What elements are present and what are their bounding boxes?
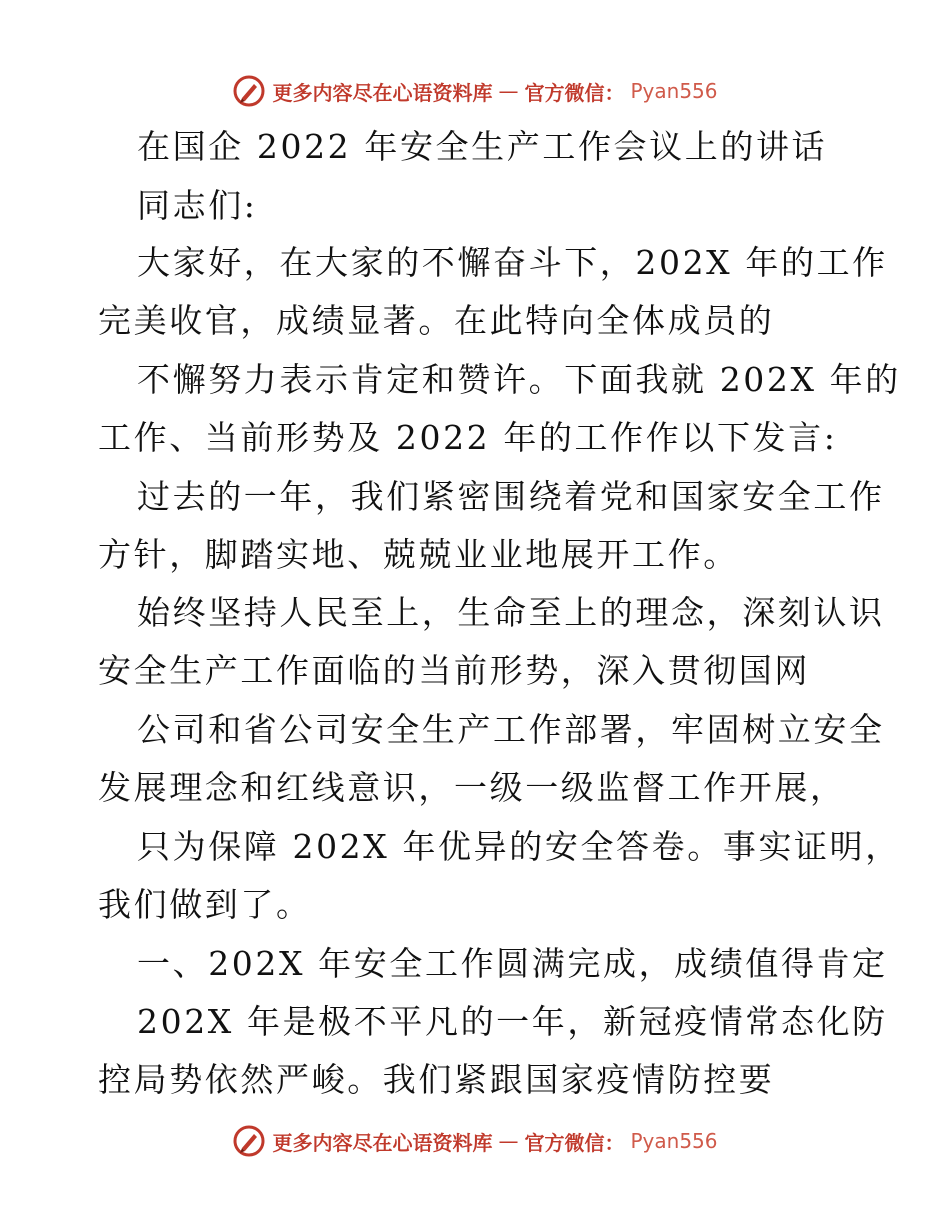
body-line: 我们做到了。 bbox=[98, 885, 312, 924]
banner-brand-text: 更多内容尽在心语资料库 bbox=[272, 80, 493, 105]
pen-logo-icon bbox=[232, 74, 266, 108]
body-line: 发展理念和红线意识，一级一级监督工作开展， bbox=[98, 768, 846, 807]
section-heading: 一、202X 年安全工作圆满完成，成绩值得肯定 bbox=[137, 944, 888, 983]
body-line: 方针，脚踏实地、兢兢业业地展开工作。 bbox=[98, 535, 739, 574]
document-title: 在国企 2022 年安全生产工作会议上的讲话 bbox=[137, 127, 828, 166]
salutation-line: 同志们: bbox=[137, 186, 258, 225]
pen-logo-icon bbox=[232, 1124, 266, 1158]
body-line: 过去的一年，我们紧密围绕着党和国家安全工作 bbox=[137, 477, 885, 516]
body-line: 公司和省公司安全生产工作部署，牢固树立安全 bbox=[137, 710, 885, 749]
body-line: 工作、当前形势及 2022 年的工作作以下发言: bbox=[98, 418, 838, 457]
body-line: 安全生产工作面临的当前形势，深入贯彻国网 bbox=[98, 651, 810, 690]
body-line: 不懈努力表示肯定和赞许。下面我就 202X 年的 bbox=[137, 360, 901, 399]
body-line: 完美收官，成绩显著。在此特向全体成员的 bbox=[98, 301, 775, 340]
body-line: 大家好，在大家的不懈奋斗下，202X 年的工作 bbox=[137, 243, 888, 282]
body-line: 202X 年是极不平凡的一年，新冠疫情常态化防 bbox=[137, 1002, 888, 1041]
banner-wechat-label: 官方微信： bbox=[524, 80, 625, 105]
banner-separator: — bbox=[498, 79, 519, 103]
body-line: 控局势依然严峻。我们紧跟国家疫情防控要 bbox=[98, 1060, 775, 1099]
banner-wechat-label: 官方微信： bbox=[524, 1130, 625, 1155]
body-line: 只为保障 202X 年优异的安全答卷。事实证明， bbox=[137, 827, 901, 866]
header-watermark-banner bbox=[0, 74, 950, 108]
body-line: 始终坚持人民至上，生命至上的理念，深刻认识 bbox=[137, 593, 885, 632]
banner-separator: — bbox=[498, 1129, 519, 1153]
banner-brand-text: 更多内容尽在心语资料库 bbox=[272, 1130, 493, 1155]
banner-wechat-id: Pyan556 bbox=[630, 79, 718, 103]
footer-watermark-banner bbox=[0, 1124, 950, 1158]
banner-wechat-id: Pyan556 bbox=[630, 1129, 718, 1153]
